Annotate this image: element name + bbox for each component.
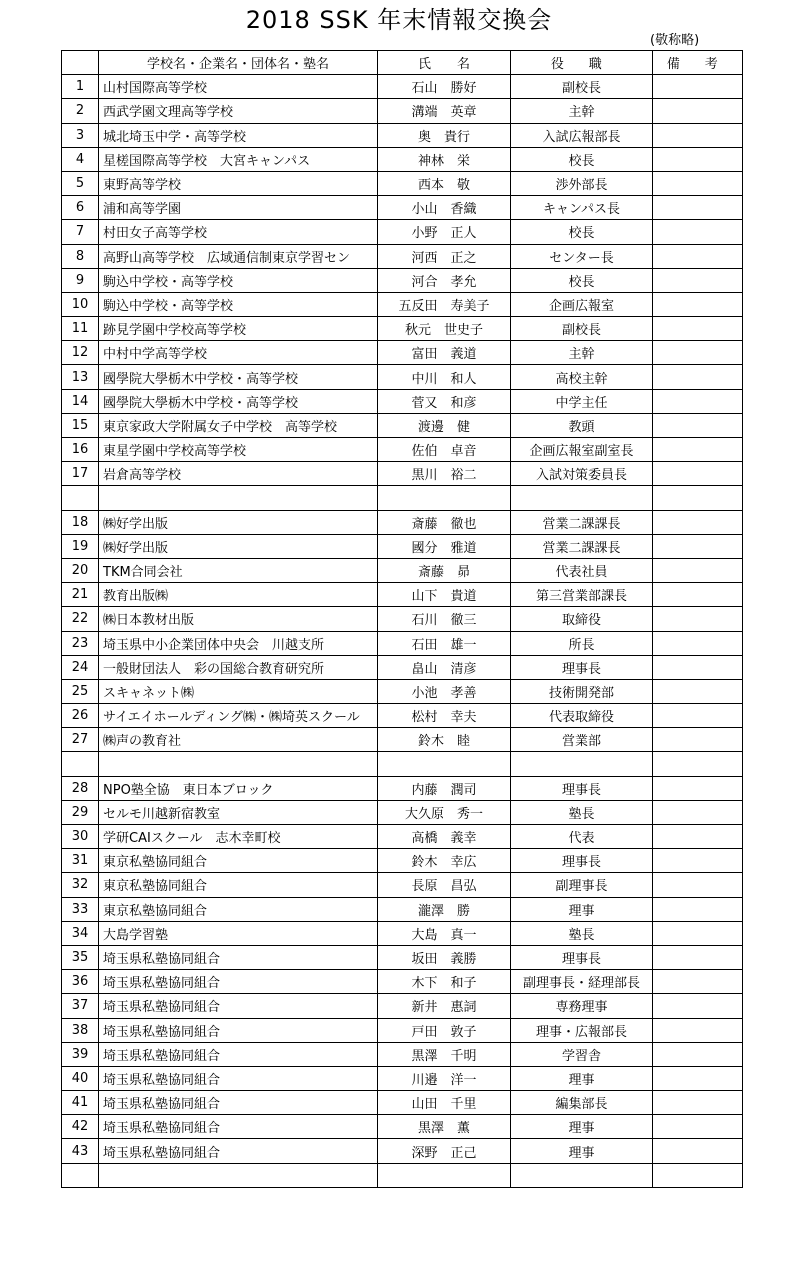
organization-cell: 埼玉県私塾協同組合 — [99, 945, 378, 969]
notes-cell — [653, 776, 743, 800]
row-number: 7 — [62, 220, 99, 244]
row-number: 4 — [62, 147, 99, 171]
notes-cell — [653, 558, 743, 582]
role-cell: 校長 — [511, 147, 653, 171]
table-row — [62, 970, 743, 994]
row-number — [62, 752, 99, 776]
header-notes: 備 考 — [653, 51, 743, 75]
organization-cell: TKM合同会社 — [99, 558, 378, 582]
notes-cell — [653, 607, 743, 631]
organization-cell — [99, 1163, 378, 1187]
table-row — [62, 800, 743, 824]
table-row — [62, 389, 743, 413]
organization-cell: 埼玉県私塾協同組合 — [99, 970, 378, 994]
row-number: 24 — [62, 655, 99, 679]
role-cell: 代表取締役 — [511, 704, 653, 728]
notes-cell — [653, 1139, 743, 1163]
person-name-cell: 坂田 義勝 — [378, 945, 511, 969]
row-number — [62, 1163, 99, 1187]
organization-cell: 埼玉県私塾協同組合 — [99, 1091, 378, 1115]
row-number: 9 — [62, 268, 99, 292]
organization-cell: 教育出版㈱ — [99, 583, 378, 607]
role-cell: 中学主任 — [511, 389, 653, 413]
person-name-cell: 戸田 敦子 — [378, 1018, 511, 1042]
role-cell: 理事 — [511, 1139, 653, 1163]
table-row — [62, 341, 743, 365]
role-cell: 営業部 — [511, 728, 653, 752]
role-cell: 理事長 — [511, 776, 653, 800]
role-cell: 教頭 — [511, 413, 653, 437]
notes-cell — [653, 897, 743, 921]
honorifics-note: (敬称略) — [650, 33, 700, 48]
organization-cell: 埼玉県私塾協同組合 — [99, 1042, 378, 1066]
role-cell: 高校主幹 — [511, 365, 653, 389]
person-name-cell: 神林 栄 — [378, 147, 511, 171]
organization-cell: 埼玉県私塾協同組合 — [99, 1018, 378, 1042]
row-number: 12 — [62, 341, 99, 365]
table-row — [62, 994, 743, 1018]
notes-cell — [653, 1018, 743, 1042]
person-name-cell: 富田 義道 — [378, 341, 511, 365]
table-row — [62, 752, 743, 776]
person-name-cell: 渡邊 健 — [378, 413, 511, 437]
role-cell: 専務理事 — [511, 994, 653, 1018]
person-name-cell: 鈴木 幸広 — [378, 849, 511, 873]
row-number: 36 — [62, 970, 99, 994]
person-name-cell: 山下 貴道 — [378, 583, 511, 607]
header-organization: 学校名・企業名・団体名・塾名 — [99, 51, 378, 75]
notes-cell — [653, 534, 743, 558]
organization-cell: 山村国際高等学校 — [99, 75, 378, 99]
notes-cell — [653, 679, 743, 703]
table-row — [62, 728, 743, 752]
organization-cell: 西武学園文理高等学校 — [99, 99, 378, 123]
row-number: 3 — [62, 123, 99, 147]
organization-cell: ㈱好学出版 — [99, 534, 378, 558]
notes-cell — [653, 292, 743, 316]
notes-cell — [653, 486, 743, 510]
person-name-cell: 高橋 義幸 — [378, 825, 511, 849]
notes-cell — [653, 631, 743, 655]
organization-cell: 國學院大學栃木中学校・高等学校 — [99, 389, 378, 413]
table-row — [62, 75, 743, 99]
role-cell — [511, 486, 653, 510]
notes-cell — [653, 462, 743, 486]
table-row — [62, 607, 743, 631]
organization-cell: 大島学習塾 — [99, 921, 378, 945]
organization-cell: NPO塾全協 東日本ブロック — [99, 776, 378, 800]
organization-cell: 高野山高等学校 広域通信制東京学習セン — [99, 244, 378, 268]
row-number: 18 — [62, 510, 99, 534]
row-number: 42 — [62, 1115, 99, 1139]
role-cell: 営業二課課長 — [511, 510, 653, 534]
row-number: 40 — [62, 1066, 99, 1090]
role-cell: 編集部長 — [511, 1091, 653, 1115]
notes-cell — [653, 994, 743, 1018]
organization-cell: 岩倉高等学校 — [99, 462, 378, 486]
notes-cell — [653, 196, 743, 220]
table-row — [62, 583, 743, 607]
notes-cell — [653, 510, 743, 534]
person-name-cell — [378, 486, 511, 510]
row-number — [62, 486, 99, 510]
person-name-cell: 川邉 洋一 — [378, 1066, 511, 1090]
table-row — [62, 147, 743, 171]
person-name-cell: 佐伯 卓音 — [378, 438, 511, 462]
person-name-cell: 五反田 寿美子 — [378, 292, 511, 316]
person-name-cell: 河西 正之 — [378, 244, 511, 268]
role-cell: 主幹 — [511, 341, 653, 365]
role-cell: 副理事長 — [511, 873, 653, 897]
notes-cell — [653, 655, 743, 679]
row-number: 30 — [62, 825, 99, 849]
role-cell: 理事 — [511, 897, 653, 921]
row-number: 16 — [62, 438, 99, 462]
person-name-cell: 黒川 裕二 — [378, 462, 511, 486]
role-cell: 主幹 — [511, 99, 653, 123]
organization-cell: 星槎国際高等学校 大宮キャンパス — [99, 147, 378, 171]
table-row — [62, 1091, 743, 1115]
row-number: 34 — [62, 921, 99, 945]
person-name-cell: 奥 貴行 — [378, 123, 511, 147]
role-cell: 理事 — [511, 1115, 653, 1139]
organization-cell: 埼玉県私塾協同組合 — [99, 1066, 378, 1090]
person-name-cell — [378, 1163, 511, 1187]
table-row — [62, 510, 743, 534]
row-number: 22 — [62, 607, 99, 631]
row-number: 38 — [62, 1018, 99, 1042]
person-name-cell: 秋元 世史子 — [378, 317, 511, 341]
table-row — [62, 196, 743, 220]
header-role: 役 職 — [511, 51, 653, 75]
role-cell — [511, 752, 653, 776]
notes-cell — [653, 970, 743, 994]
organization-cell: 東京私塾協同組合 — [99, 873, 378, 897]
person-name-cell: 小野 正人 — [378, 220, 511, 244]
table-row — [62, 365, 743, 389]
organization-cell: 跡見学園中学校高等学校 — [99, 317, 378, 341]
person-name-cell: 斎藤 徹也 — [378, 510, 511, 534]
table-row — [62, 679, 743, 703]
person-name-cell: 内藤 潤司 — [378, 776, 511, 800]
table-row — [62, 534, 743, 558]
table-row — [62, 292, 743, 316]
person-name-cell — [378, 752, 511, 776]
table-row — [62, 462, 743, 486]
person-name-cell: 黒澤 千明 — [378, 1042, 511, 1066]
role-cell: 理事 — [511, 1066, 653, 1090]
row-number: 8 — [62, 244, 99, 268]
organization-cell: サイエイホールディング㈱・㈱埼英スクール — [99, 704, 378, 728]
organization-cell: 一般財団法人 彩の国総合教育研究所 — [99, 655, 378, 679]
table-row — [62, 1042, 743, 1066]
person-name-cell: 木下 和子 — [378, 970, 511, 994]
notes-cell — [653, 752, 743, 776]
row-number: 10 — [62, 292, 99, 316]
role-cell: 技術開発部 — [511, 679, 653, 703]
header-number — [62, 51, 99, 75]
notes-cell — [653, 123, 743, 147]
table-row — [62, 220, 743, 244]
person-name-cell: 深野 正己 — [378, 1139, 511, 1163]
person-name-cell: 畠山 清彦 — [378, 655, 511, 679]
page-title: 2018 SSK 年末情報交換会 — [245, 6, 553, 34]
organization-cell: ㈱好学出版 — [99, 510, 378, 534]
table-row — [62, 171, 743, 195]
notes-cell — [653, 268, 743, 292]
row-number: 39 — [62, 1042, 99, 1066]
person-name-cell: 山田 千里 — [378, 1091, 511, 1115]
role-cell: 営業二課課長 — [511, 534, 653, 558]
person-name-cell: 河合 孝允 — [378, 268, 511, 292]
row-number: 25 — [62, 679, 99, 703]
role-cell: 取締役 — [511, 607, 653, 631]
table-row — [62, 921, 743, 945]
table-row — [62, 776, 743, 800]
row-number: 26 — [62, 704, 99, 728]
role-cell: キャンパス長 — [511, 196, 653, 220]
notes-cell — [653, 389, 743, 413]
organization-cell — [99, 752, 378, 776]
person-name-cell: 松村 幸夫 — [378, 704, 511, 728]
notes-cell — [653, 99, 743, 123]
person-name-cell: 大島 真一 — [378, 921, 511, 945]
role-cell: 副理事長・経理部長 — [511, 970, 653, 994]
row-number: 1 — [62, 75, 99, 99]
role-cell: 理事長 — [511, 945, 653, 969]
table-row — [62, 244, 743, 268]
table-row — [62, 1163, 743, 1187]
role-cell: 塾長 — [511, 800, 653, 824]
table-row — [62, 897, 743, 921]
organization-cell: 東星学園中学校高等学校 — [99, 438, 378, 462]
table-row — [62, 1018, 743, 1042]
notes-cell — [653, 147, 743, 171]
notes-cell — [653, 704, 743, 728]
organization-cell: 東京私塾協同組合 — [99, 897, 378, 921]
row-number: 15 — [62, 413, 99, 437]
role-cell: 理事・広報部長 — [511, 1018, 653, 1042]
organization-cell: 学研CAIスクール 志木幸町校 — [99, 825, 378, 849]
table-row — [62, 655, 743, 679]
table-row — [62, 99, 743, 123]
table-row — [62, 825, 743, 849]
row-number: 11 — [62, 317, 99, 341]
role-cell: 渉外部長 — [511, 171, 653, 195]
person-name-cell: 小山 香織 — [378, 196, 511, 220]
table-row — [62, 849, 743, 873]
table-row — [62, 558, 743, 582]
person-name-cell: 長原 昌弘 — [378, 873, 511, 897]
role-cell: 入試対策委員長 — [511, 462, 653, 486]
role-cell: 副校長 — [511, 317, 653, 341]
person-name-cell: 中川 和人 — [378, 365, 511, 389]
row-number: 23 — [62, 631, 99, 655]
row-number: 19 — [62, 534, 99, 558]
notes-cell — [653, 1091, 743, 1115]
role-cell: 校長 — [511, 220, 653, 244]
organization-cell: 駒込中学校・高等学校 — [99, 268, 378, 292]
row-number: 32 — [62, 873, 99, 897]
notes-cell — [653, 849, 743, 873]
organization-cell: 城北埼玉中学・高等学校 — [99, 123, 378, 147]
notes-cell — [653, 1042, 743, 1066]
organization-cell: 東野高等学校 — [99, 171, 378, 195]
table-row — [62, 1139, 743, 1163]
table-row — [62, 413, 743, 437]
row-number: 31 — [62, 849, 99, 873]
row-number: 27 — [62, 728, 99, 752]
person-name-cell: 石川 徹三 — [378, 607, 511, 631]
row-number: 2 — [62, 99, 99, 123]
notes-cell — [653, 244, 743, 268]
organization-cell: 駒込中学校・高等学校 — [99, 292, 378, 316]
table-row — [62, 317, 743, 341]
row-number: 13 — [62, 365, 99, 389]
role-cell: 代表 — [511, 825, 653, 849]
person-name-cell: 石山 勝好 — [378, 75, 511, 99]
role-cell: 理事長 — [511, 655, 653, 679]
organization-cell: 中村中学高等学校 — [99, 341, 378, 365]
organization-cell: スキャネット㈱ — [99, 679, 378, 703]
row-number: 14 — [62, 389, 99, 413]
header-name: 氏 名 — [378, 51, 511, 75]
notes-cell — [653, 341, 743, 365]
notes-cell — [653, 317, 743, 341]
person-name-cell: 石田 雄一 — [378, 631, 511, 655]
role-cell: 副校長 — [511, 75, 653, 99]
row-number: 41 — [62, 1091, 99, 1115]
role-cell: 学習舎 — [511, 1042, 653, 1066]
organization-cell: ㈱声の教育社 — [99, 728, 378, 752]
row-number: 29 — [62, 800, 99, 824]
person-name-cell: 瀧澤 勝 — [378, 897, 511, 921]
role-cell: 所長 — [511, 631, 653, 655]
role-cell: センター長 — [511, 244, 653, 268]
organization-cell: ㈱日本教材出版 — [99, 607, 378, 631]
role-cell: 理事長 — [511, 849, 653, 873]
organization-cell: 國學院大學栃木中学校・高等学校 — [99, 365, 378, 389]
table-row — [62, 486, 743, 510]
notes-cell — [653, 728, 743, 752]
row-number: 5 — [62, 171, 99, 195]
organization-cell: 浦和高等学園 — [99, 196, 378, 220]
organization-cell: 東京私塾協同組合 — [99, 849, 378, 873]
participant-table — [61, 50, 743, 1188]
role-cell: 企画広報室副室長 — [511, 438, 653, 462]
notes-cell — [653, 365, 743, 389]
person-name-cell: 菅又 和彦 — [378, 389, 511, 413]
notes-cell — [653, 75, 743, 99]
person-name-cell: 鈴木 睦 — [378, 728, 511, 752]
row-number: 35 — [62, 945, 99, 969]
role-cell — [511, 1163, 653, 1187]
row-number: 17 — [62, 462, 99, 486]
organization-cell: 村田女子高等学校 — [99, 220, 378, 244]
row-number: 28 — [62, 776, 99, 800]
notes-cell — [653, 1115, 743, 1139]
row-number: 6 — [62, 196, 99, 220]
table-row — [62, 1066, 743, 1090]
role-cell: 塾長 — [511, 921, 653, 945]
role-cell: 入試広報部長 — [511, 123, 653, 147]
table-row — [62, 873, 743, 897]
row-number: 37 — [62, 994, 99, 1018]
row-number: 21 — [62, 583, 99, 607]
notes-cell — [653, 438, 743, 462]
notes-cell — [653, 1066, 743, 1090]
organization-cell: 埼玉県私塾協同組合 — [99, 1115, 378, 1139]
organization-cell: 埼玉県私塾協同組合 — [99, 1139, 378, 1163]
person-name-cell: 西本 敬 — [378, 171, 511, 195]
table-row — [62, 438, 743, 462]
role-cell: 第三営業部課長 — [511, 583, 653, 607]
organization-cell: 埼玉県中小企業団体中央会 川越支所 — [99, 631, 378, 655]
notes-cell — [653, 413, 743, 437]
organization-cell: セルモ川越新宿教室 — [99, 800, 378, 824]
table-row — [62, 631, 743, 655]
notes-cell — [653, 800, 743, 824]
table-row — [62, 268, 743, 292]
table-row — [62, 704, 743, 728]
role-cell: 校長 — [511, 268, 653, 292]
person-name-cell: 國分 雅道 — [378, 534, 511, 558]
role-cell: 代表社員 — [511, 558, 653, 582]
notes-cell — [653, 873, 743, 897]
notes-cell — [653, 1163, 743, 1187]
person-name-cell: 溝端 英章 — [378, 99, 511, 123]
notes-cell — [653, 220, 743, 244]
table-row — [62, 123, 743, 147]
table-header-row — [62, 51, 743, 75]
table-row — [62, 945, 743, 969]
row-number: 20 — [62, 558, 99, 582]
person-name-cell: 斎藤 昴 — [378, 558, 511, 582]
person-name-cell: 大久原 秀一 — [378, 800, 511, 824]
role-cell: 企画広報室 — [511, 292, 653, 316]
row-number: 43 — [62, 1139, 99, 1163]
organization-cell: 東京家政大学附属女子中学校 高等学校 — [99, 413, 378, 437]
notes-cell — [653, 171, 743, 195]
notes-cell — [653, 825, 743, 849]
organization-cell: 埼玉県私塾協同組合 — [99, 994, 378, 1018]
organization-cell — [99, 486, 378, 510]
row-number: 33 — [62, 897, 99, 921]
person-name-cell: 小池 孝善 — [378, 679, 511, 703]
person-name-cell: 新井 惠詞 — [378, 994, 511, 1018]
table-row — [62, 1115, 743, 1139]
notes-cell — [653, 945, 743, 969]
notes-cell — [653, 921, 743, 945]
person-name-cell: 黒澤 薫 — [378, 1115, 511, 1139]
notes-cell — [653, 583, 743, 607]
